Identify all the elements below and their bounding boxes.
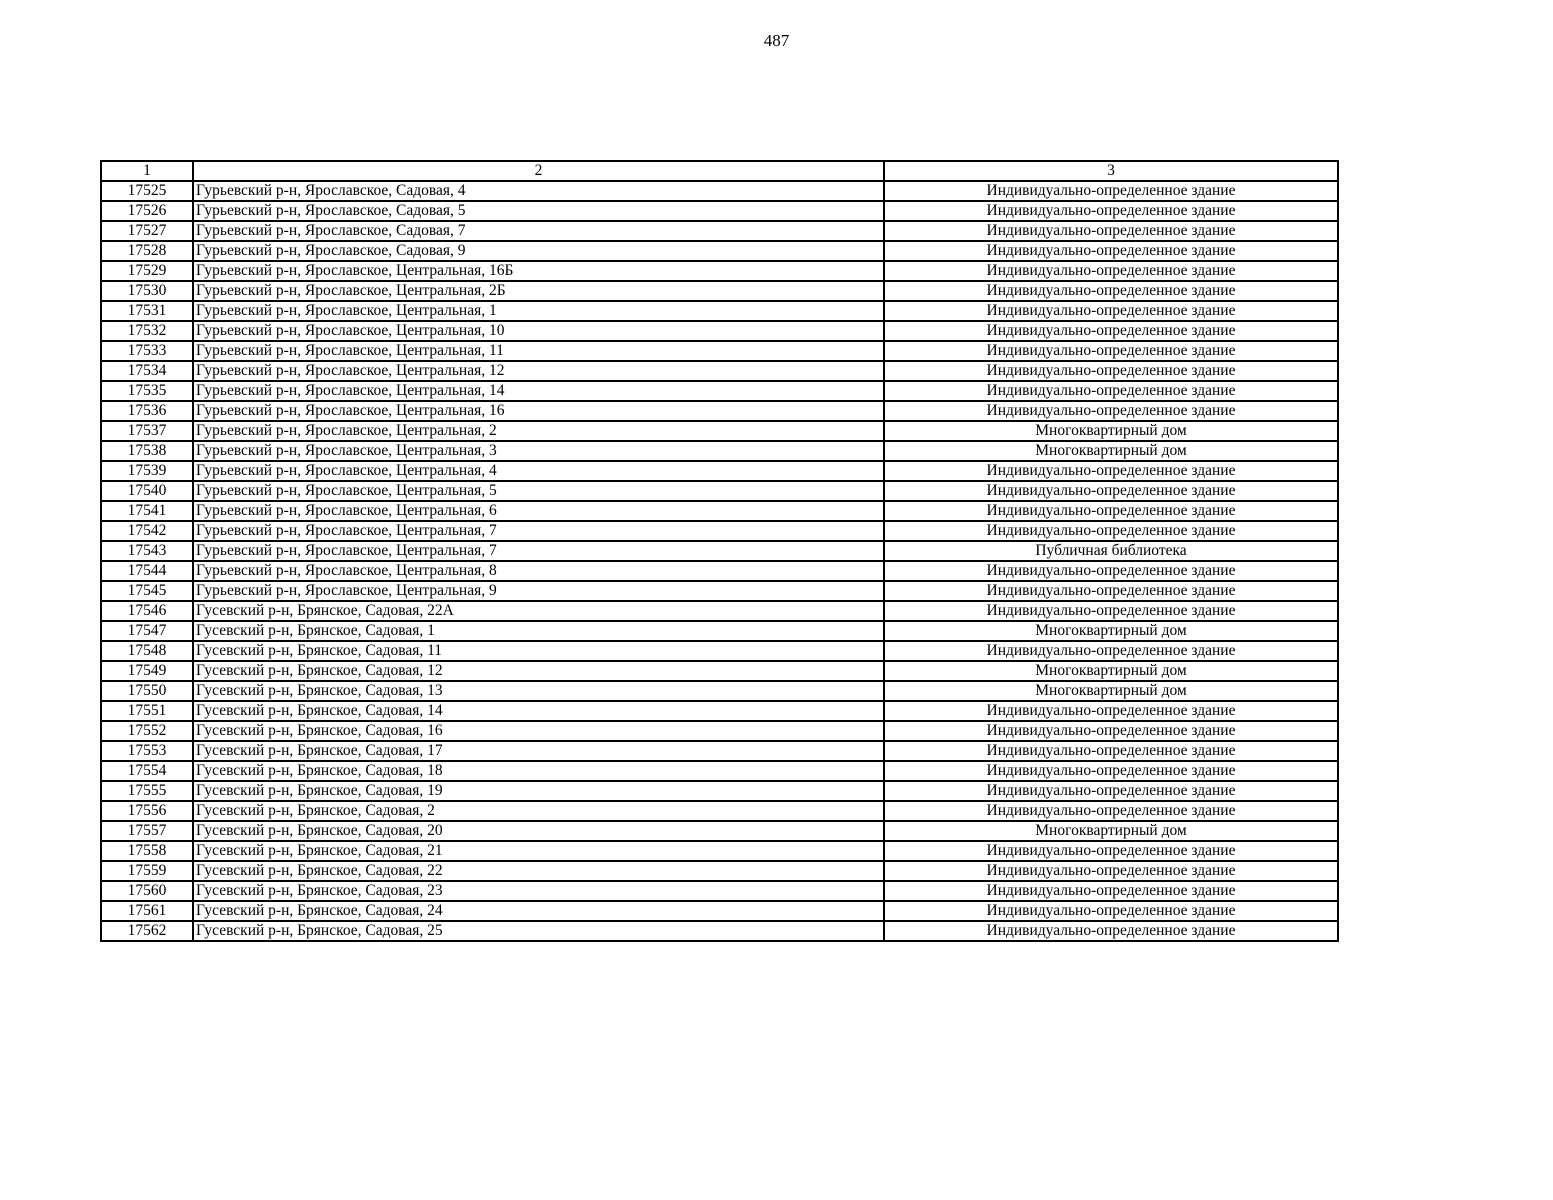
object-type-cell: Индивидуально-определенное здание bbox=[884, 201, 1338, 221]
address-cell: Гурьевский р-н, Ярославское, Центральная, 14 bbox=[193, 381, 884, 401]
object-type-cell: Индивидуально-определенное здание bbox=[884, 561, 1338, 581]
record-number-cell: 17537 bbox=[101, 421, 193, 441]
object-type-cell: Индивидуально-определенное здание bbox=[884, 281, 1338, 301]
record-number-cell: 17526 bbox=[101, 201, 193, 221]
record-number-cell: 17525 bbox=[101, 181, 193, 201]
table-row bbox=[101, 241, 1338, 261]
address-cell: Гурьевский р-н, Ярославское, Садовая, 7 bbox=[193, 221, 884, 241]
object-type-cell: Индивидуально-определенное здание bbox=[884, 381, 1338, 401]
record-number-cell: 17557 bbox=[101, 821, 193, 841]
address-cell: Гусевский р-н, Брянское, Садовая, 17 bbox=[193, 741, 884, 761]
address-cell: Гурьевский р-н, Ярославское, Центральная, 5 bbox=[193, 481, 884, 501]
object-type-cell: Индивидуально-определенное здание bbox=[884, 301, 1338, 321]
table-row bbox=[101, 481, 1338, 501]
table-row bbox=[101, 281, 1338, 301]
object-type-cell: Индивидуально-определенное здание bbox=[884, 721, 1338, 741]
address-cell: Гурьевский р-н, Ярославское, Центральная, 7 bbox=[193, 541, 884, 561]
record-number-cell: 17530 bbox=[101, 281, 193, 301]
address-cell: Гусевский р-н, Брянское, Садовая, 1 bbox=[193, 621, 884, 641]
object-type-cell: Индивидуально-определенное здание bbox=[884, 461, 1338, 481]
address-cell: Гусевский р-н, Брянское, Садовая, 18 bbox=[193, 761, 884, 781]
record-number-cell: 17528 bbox=[101, 241, 193, 261]
object-type-cell: Индивидуально-определенное здание bbox=[884, 641, 1338, 661]
address-cell: Гусевский р-н, Брянское, Садовая, 12 bbox=[193, 661, 884, 681]
record-number-cell: 17551 bbox=[101, 701, 193, 721]
record-number-cell: 17532 bbox=[101, 321, 193, 341]
header-row bbox=[101, 161, 1338, 181]
table-row bbox=[101, 841, 1338, 861]
table-row bbox=[101, 441, 1338, 461]
table-row bbox=[101, 821, 1338, 841]
address-cell: Гусевский р-н, Брянское, Садовая, 25 bbox=[193, 921, 884, 941]
address-cell: Гусевский р-н, Брянское, Садовая, 22 bbox=[193, 861, 884, 881]
table-row bbox=[101, 321, 1338, 341]
table-header bbox=[101, 161, 1338, 181]
object-type-cell: Индивидуально-определенное здание bbox=[884, 881, 1338, 901]
table-row bbox=[101, 541, 1338, 561]
address-cell: Гусевский р-н, Брянское, Садовая, 24 bbox=[193, 901, 884, 921]
object-type-cell: Многоквартирный дом bbox=[884, 661, 1338, 681]
object-type-cell: Индивидуально-определенное здание bbox=[884, 841, 1338, 861]
table-row bbox=[101, 361, 1338, 381]
record-number-cell: 17541 bbox=[101, 501, 193, 521]
object-type-cell: Индивидуально-определенное здание bbox=[884, 601, 1338, 621]
record-number-cell: 17527 bbox=[101, 221, 193, 241]
address-cell: Гусевский р-н, Брянское, Садовая, 19 bbox=[193, 781, 884, 801]
table-row bbox=[101, 201, 1338, 221]
table-row bbox=[101, 341, 1338, 361]
address-cell: Гурьевский р-н, Ярославское, Садовая, 9 bbox=[193, 241, 884, 261]
object-type-cell: Многоквартирный дом bbox=[884, 821, 1338, 841]
table-row bbox=[101, 421, 1338, 441]
address-cell: Гусевский р-н, Брянское, Садовая, 23 bbox=[193, 881, 884, 901]
address-cell: Гурьевский р-н, Ярославское, Центральная, 16 bbox=[193, 401, 884, 421]
address-cell: Гусевский р-н, Брянское, Садовая, 14 bbox=[193, 701, 884, 721]
address-cell: Гурьевский р-н, Ярославское, Центральная, 9 bbox=[193, 581, 884, 601]
object-type-cell: Многоквартирный дом bbox=[884, 421, 1338, 441]
record-number-cell: 17562 bbox=[101, 921, 193, 941]
object-type-cell: Индивидуально-определенное здание bbox=[884, 361, 1338, 381]
record-number-cell: 17534 bbox=[101, 361, 193, 381]
object-type-cell: Индивидуально-определенное здание bbox=[884, 861, 1338, 881]
record-number-cell: 17529 bbox=[101, 261, 193, 281]
address-cell: Гурьевский р-н, Ярославское, Центральная, 16Б bbox=[193, 261, 884, 281]
address-cell: Гурьевский р-н, Ярославское, Центральная, 2 bbox=[193, 421, 884, 441]
address-cell: Гурьевский р-н, Ярославское, Центральная, 12 bbox=[193, 361, 884, 381]
address-cell: Гурьевский р-н, Ярославское, Центральная, 8 bbox=[193, 561, 884, 581]
address-cell: Гусевский р-н, Брянское, Садовая, 2 bbox=[193, 801, 884, 821]
address-cell: Гусевский р-н, Брянское, Садовая, 16 bbox=[193, 721, 884, 741]
object-type-cell: Индивидуально-определенное здание bbox=[884, 701, 1338, 721]
object-type-cell: Индивидуально-определенное здание bbox=[884, 181, 1338, 201]
object-type-cell: Индивидуально-определенное здание bbox=[884, 401, 1338, 421]
table-row bbox=[101, 221, 1338, 241]
table-row bbox=[101, 641, 1338, 661]
object-type-cell: Индивидуально-определенное здание bbox=[884, 261, 1338, 281]
record-number-cell: 17543 bbox=[101, 541, 193, 561]
object-type-cell: Индивидуально-определенное здание bbox=[884, 521, 1338, 541]
address-cell: Гурьевский р-н, Ярославское, Садовая, 5 bbox=[193, 201, 884, 221]
object-type-cell: Индивидуально-определенное здание bbox=[884, 921, 1338, 941]
record-number-cell: 17560 bbox=[101, 881, 193, 901]
address-cell: Гурьевский р-н, Ярославское, Центральная, 10 bbox=[193, 321, 884, 341]
address-cell: Гурьевский р-н, Ярославское, Центральная, 11 bbox=[193, 341, 884, 361]
table-row bbox=[101, 781, 1338, 801]
table-row bbox=[101, 461, 1338, 481]
column-header-3: 3 bbox=[884, 161, 1338, 181]
record-number-cell: 17554 bbox=[101, 761, 193, 781]
record-number-cell: 17552 bbox=[101, 721, 193, 741]
table-row bbox=[101, 521, 1338, 541]
record-number-cell: 17542 bbox=[101, 521, 193, 541]
address-cell: Гурьевский р-н, Ярославское, Центральная, 4 bbox=[193, 461, 884, 481]
record-number-cell: 17549 bbox=[101, 661, 193, 681]
page-number: 487 bbox=[763, 31, 790, 50]
object-type-cell: Индивидуально-определенное здание bbox=[884, 581, 1338, 601]
table-row bbox=[101, 661, 1338, 681]
object-type-cell: Индивидуально-определенное здание bbox=[884, 481, 1338, 501]
record-number-cell: 17533 bbox=[101, 341, 193, 361]
record-number-cell: 17548 bbox=[101, 641, 193, 661]
object-type-cell: Индивидуально-определенное здание bbox=[884, 221, 1338, 241]
object-type-cell: Индивидуально-определенное здание bbox=[884, 761, 1338, 781]
address-cell: Гурьевский р-н, Ярославское, Садовая, 4 bbox=[193, 181, 884, 201]
object-type-cell: Индивидуально-определенное здание bbox=[884, 321, 1338, 341]
record-number-cell: 17556 bbox=[101, 801, 193, 821]
address-cell: Гусевский р-н, Брянское, Садовая, 21 bbox=[193, 841, 884, 861]
record-number-cell: 17539 bbox=[101, 461, 193, 481]
address-cell: Гурьевский р-н, Ярославское, Центральная, 6 bbox=[193, 501, 884, 521]
record-number-cell: 17536 bbox=[101, 401, 193, 421]
record-number-cell: 17547 bbox=[101, 621, 193, 641]
table-row bbox=[101, 741, 1338, 761]
table-row bbox=[101, 401, 1338, 421]
record-number-cell: 17550 bbox=[101, 681, 193, 701]
address-cell: Гурьевский р-н, Ярославское, Центральная, 1 bbox=[193, 301, 884, 321]
table-row bbox=[101, 581, 1338, 601]
object-type-cell: Индивидуально-определенное здание bbox=[884, 241, 1338, 261]
record-number-cell: 17546 bbox=[101, 601, 193, 621]
table-body bbox=[101, 181, 1338, 941]
object-type-cell: Многоквартирный дом bbox=[884, 621, 1338, 641]
address-cell: Гурьевский р-н, Ярославское, Центральная, 3 bbox=[193, 441, 884, 461]
address-cell: Гусевский р-н, Брянское, Садовая, 13 bbox=[193, 681, 884, 701]
table-row bbox=[101, 881, 1338, 901]
record-number-cell: 17561 bbox=[101, 901, 193, 921]
object-type-cell: Индивидуально-определенное здание bbox=[884, 781, 1338, 801]
object-type-cell: Многоквартирный дом bbox=[884, 441, 1338, 461]
record-number-cell: 17553 bbox=[101, 741, 193, 761]
object-type-cell: Публичная библиотека bbox=[884, 541, 1338, 561]
record-number-cell: 17540 bbox=[101, 481, 193, 501]
table-row bbox=[101, 261, 1338, 281]
table-row bbox=[101, 501, 1338, 521]
table-row bbox=[101, 901, 1338, 921]
record-number-cell: 17535 bbox=[101, 381, 193, 401]
table-row bbox=[101, 381, 1338, 401]
object-type-cell: Индивидуально-определенное здание bbox=[884, 341, 1338, 361]
table-row bbox=[101, 861, 1338, 881]
table-row bbox=[101, 561, 1338, 581]
table-row bbox=[101, 761, 1338, 781]
table-row bbox=[101, 801, 1338, 821]
object-type-cell: Индивидуально-определенное здание bbox=[884, 901, 1338, 921]
record-number-cell: 17531 bbox=[101, 301, 193, 321]
table-row bbox=[101, 181, 1338, 201]
address-cell: Гусевский р-н, Брянское, Садовая, 20 bbox=[193, 821, 884, 841]
table-row bbox=[101, 721, 1338, 741]
address-cell: Гусевский р-н, Брянское, Садовая, 22А bbox=[193, 601, 884, 621]
record-number-cell: 17559 bbox=[101, 861, 193, 881]
table-row bbox=[101, 921, 1338, 941]
property-register-table bbox=[100, 160, 1339, 942]
object-type-cell: Индивидуально-определенное здание bbox=[884, 741, 1338, 761]
table-row bbox=[101, 301, 1338, 321]
table-row bbox=[101, 621, 1338, 641]
object-type-cell: Индивидуально-определенное здание bbox=[884, 801, 1338, 821]
object-type-cell: Многоквартирный дом bbox=[884, 681, 1338, 701]
object-type-cell: Индивидуально-определенное здание bbox=[884, 501, 1338, 521]
record-number-cell: 17538 bbox=[101, 441, 193, 461]
record-number-cell: 17558 bbox=[101, 841, 193, 861]
table-row bbox=[101, 681, 1338, 701]
address-cell: Гурьевский р-н, Ярославское, Центральная, 7 bbox=[193, 521, 884, 541]
record-number-cell: 17544 bbox=[101, 561, 193, 581]
table-row bbox=[101, 601, 1338, 621]
record-number-cell: 17545 bbox=[101, 581, 193, 601]
column-header-2: 2 bbox=[193, 161, 884, 181]
table-row bbox=[101, 701, 1338, 721]
column-header-1: 1 bbox=[101, 161, 193, 181]
record-number-cell: 17555 bbox=[101, 781, 193, 801]
address-cell: Гурьевский р-н, Ярославское, Центральная, 2Б bbox=[193, 281, 884, 301]
address-cell: Гусевский р-н, Брянское, Садовая, 11 bbox=[193, 641, 884, 661]
